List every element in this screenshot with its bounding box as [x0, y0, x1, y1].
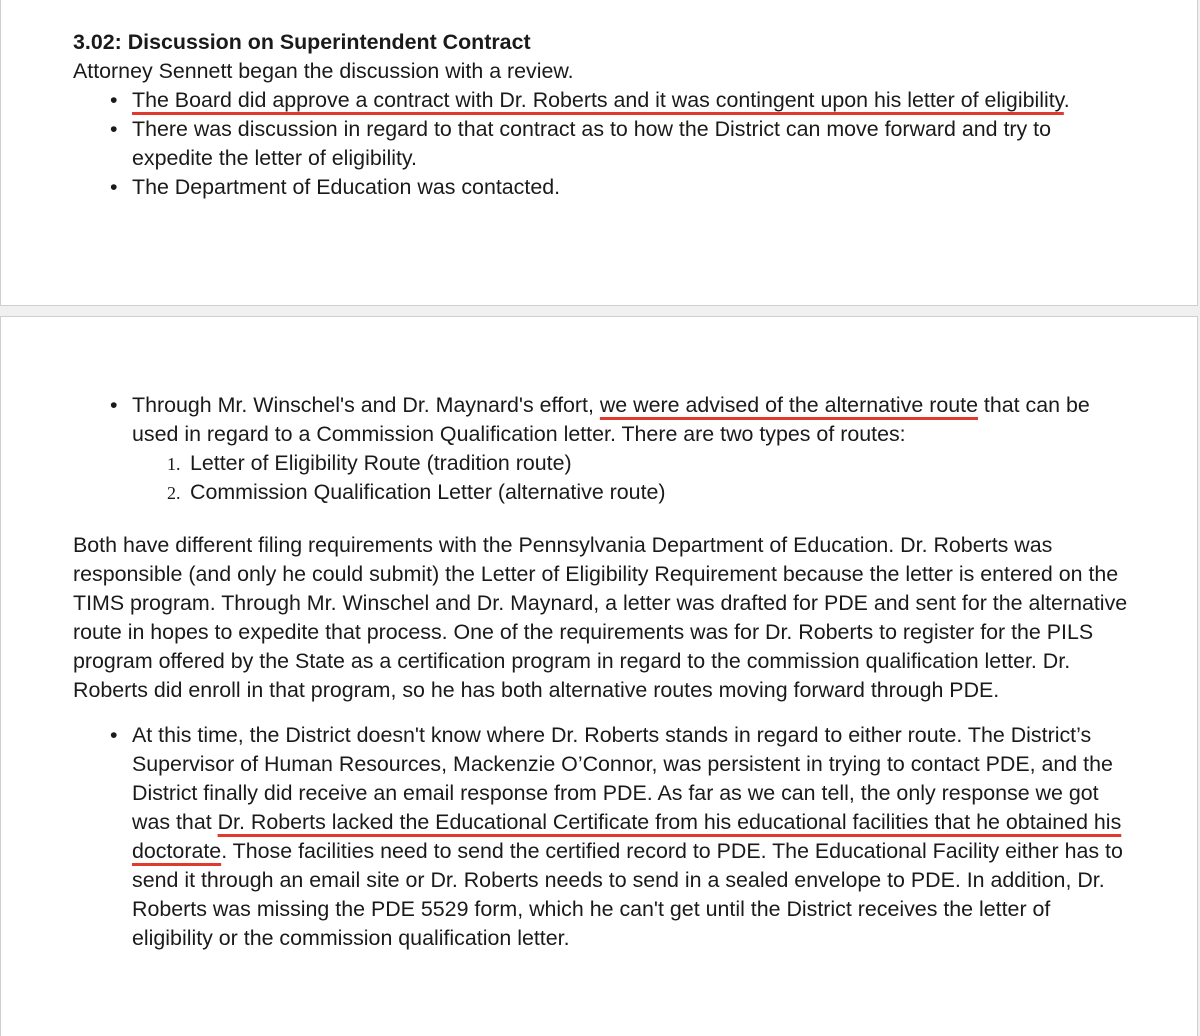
bullet-text-before: At this time, the District doesn't know where Dr. Roberts stands in regard to either route. The District’s Supervisor of Human Resources, Mackenzie O’Connor, was persistent in trying to contact PDE, and the District finally did receive an email response from PDE. As far as we can tell, the only response we got was that	[132, 723, 1113, 834]
item-text: Letter of Eligibility Route (tradition route)	[190, 451, 572, 475]
highlighted-text: The Board did approve a contract with Dr. Roberts and it was contingent upon his letter of eligibility	[132, 88, 1064, 112]
bullet-text-after: .	[1063, 88, 1070, 112]
item-number: 1.	[167, 454, 181, 474]
routes-numbered-list	[73, 449, 1133, 507]
status-bullet-list	[73, 721, 1133, 953]
numbered-item	[73, 478, 1133, 507]
intro-text: Attorney Sennett began the discussion with a review.	[73, 59, 574, 83]
section-heading: 3.02: Discussion on Superintendent Contract	[73, 30, 531, 54]
page-2-content	[73, 391, 1133, 953]
document-page-2	[0, 316, 1198, 1036]
list-item	[73, 391, 1133, 449]
list-item	[73, 721, 1133, 953]
numbered-item	[73, 449, 1133, 478]
list-item: • There was discussion in regard to that contract as to how the District can move forward and try to expedite the letter of eligibility.	[73, 115, 1133, 173]
list-item: • The Department of Education was contacted.	[73, 173, 1133, 202]
bullet-text-after: that can be used in regard to a Commission Qualification letter. There are two types of routes:	[132, 393, 1090, 446]
page-1-content	[73, 28, 1133, 202]
routes-bullet-list	[73, 391, 1133, 449]
item-number: 2.	[167, 483, 181, 503]
highlighted-text: Dr. Roberts lacked the Educational Certificate from his educational facilities that he obtained his doctorate	[132, 810, 1122, 863]
document-page-1	[0, 0, 1198, 306]
bullet-text-before: Through Mr. Winschel's and Dr. Maynard's effort,	[132, 393, 600, 417]
highlighted-text: we were advised of the alternative route	[599, 393, 978, 417]
item-text: Commission Qualification Letter (alternative route)	[190, 480, 666, 504]
review-bullet-list	[73, 86, 1133, 202]
list-item	[73, 86, 1133, 115]
bullet-text-after: . Those facilities need to send the certified record to PDE. The Educational Facility either has to send it through an email site or Dr. Roberts needs to send in a sealed envelope to PDE. In addition, Dr. Roberts was missing the PDE 5529 form, which he can't get until the District receives the letter of eligibility or the commission qualification letter.	[132, 839, 1123, 950]
body-paragraph: Both have different filing requirements with the Pennsylvania Department of Education. Dr. Roberts was responsible (and only he could submit) the Letter of Eligibility Requirement because the letter is entered on the TIMS program. Through Mr. Winschel and Dr. Maynard, a letter was drafted for PDE and sent for the alternative route in hopes to expedite that process. One of the requirements was for Dr. Roberts to register for the PILS program offered by the State as a certification program in regard to the commission qualification letter. Dr. Roberts did enroll in that program, so he has both alternative routes moving forward through PDE.	[73, 533, 1128, 702]
